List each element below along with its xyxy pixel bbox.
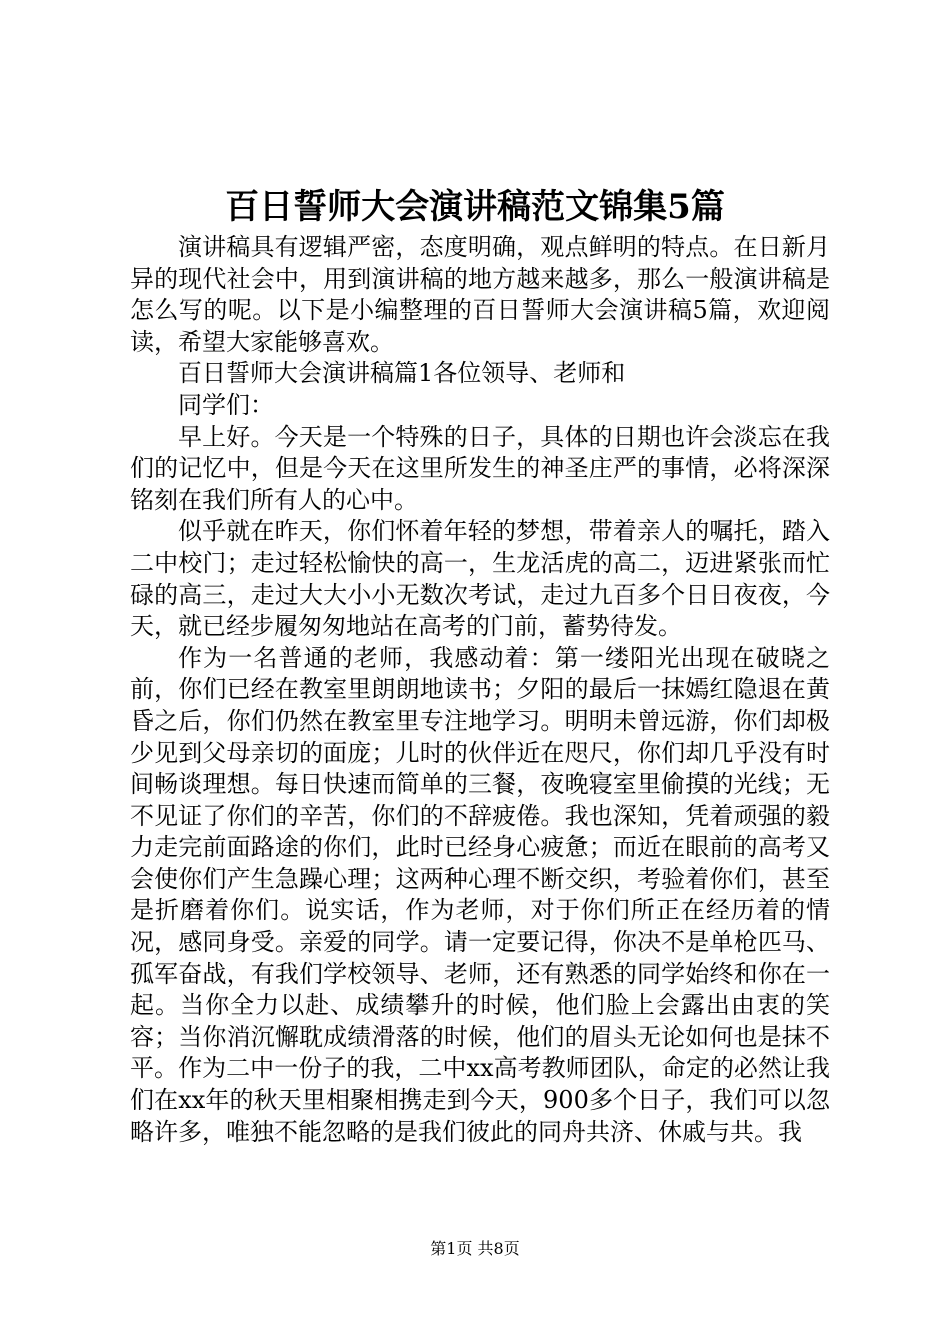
document-body (130, 232, 830, 1148)
paragraph-salutation: 同学们： (178, 390, 274, 419)
paragraph-intro: 演讲稿具有逻辑严密，态度明确，观点鲜明的特点。在日新月异的现代社会中，用到演讲稿的地方越来越多，那么一般演讲稿是怎么写的呢。以下是小编整理的百日誓师大会演讲稿5篇，欢迎阅读，希望大家能够喜欢。 (130, 233, 830, 356)
page-number-footer: 第1页 共8页 (430, 1239, 520, 1258)
paragraph-memories: 似乎就在昨天，你们怀着年轻的梦想，带着亲人的嘱托，踏入二中校门；走过轻松愉快的高一，生龙活虎的高二，迈进紧张而忙碌的高三，走过大大小小无数次考试，走过九百多个日日夜夜，今天，就已经步履匆匆地站在高考的门前，蓄势待发。 (130, 517, 830, 641)
document-title: 百日誓师大会演讲稿范文锦集5篇 (225, 187, 725, 227)
paragraph-greeting: 早上好。今天是一个特殊的日子，具体的日期也许会淡忘在我们的记忆中，但是今天在这里所发生的神圣庄严的事情，必将深深铭刻在我们所有人的心中。 (130, 422, 830, 514)
paragraph-teacher-reflection: 作为一名普通的老师，我感动着：第一缕阳光出现在破晓之前，你们已经在教室里朗朗地读书；夕阳的最后一抹嫣红隐退在黄昏之后，你们仍然在教室里专注地学习。明明未曾远游，你们却极少见到父母亲切的面庞；儿时的伙伴近在咫尺，你们却几乎没有时间畅谈理想。每日快速而简单的三餐，夜晚寝室里偷摸的光线；无不见证了你们的辛苦，你们的不辞疲倦。我也深知，凭着顽强的毅力走完前面路途的你们，此时已经身心疲惫；而近在眼前的高考又会使你们产生急躁心理；这两种心理不断交织，考验着你们，甚至是折磨着你们。说实话，作为老师，对于你们所正在经历着的情况，感同身受。亲爱的同学。请一定要记得，你决不是单枪匹马、孤军奋战，有我们学校领导、老师，还有熟悉的同学始终和你在一起。当你全力以赴、成绩攀升的时候，他们脸上会露出由衷的笑容；当你消沉懈耽成绩滑落的时候，他们的眉头无论如何也是抹不平。作为二中一份子的我，二中xx高考教师团队，命定的必然让我们在xx年的秋天里相聚相携走到今天，900多个日子，我们可以忽略许多，唯独不能忽略的是我们彼此的同舟共济、休戚与共。我 (130, 643, 830, 1146)
paragraph-speech-heading: 百日誓师大会演讲稿篇1各位领导、老师和 (178, 359, 626, 388)
